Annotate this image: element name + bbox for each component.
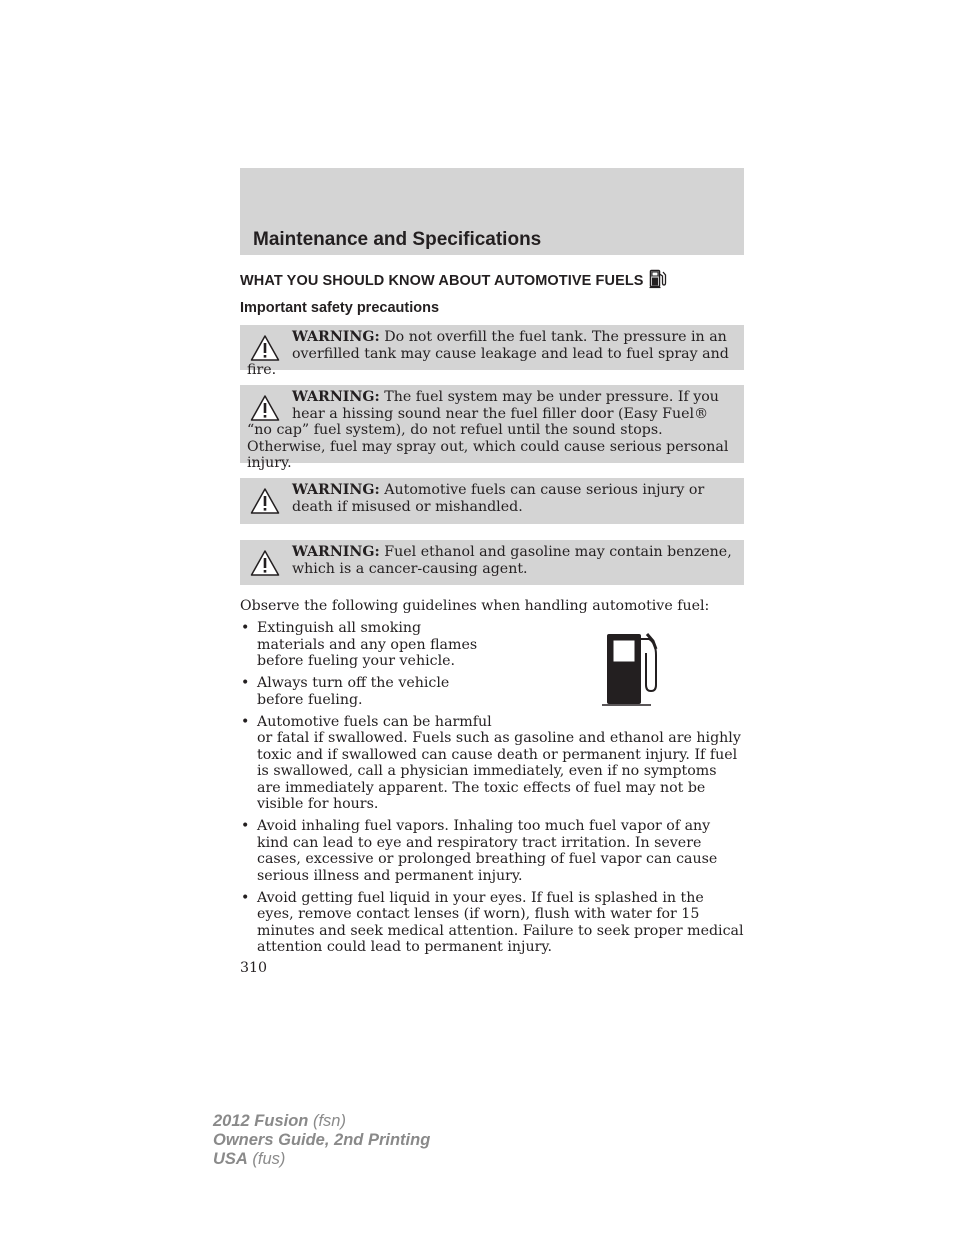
warning-triangle-icon [250, 487, 280, 515]
warning-label: WARNING: [292, 544, 380, 560]
list-item [240, 714, 744, 813]
warning-text: The fuel system may be under pressure. If you hear a hissing sound near the fuel filler door (Easy Fuel® “no cap” fuel system), do not refuel until the sound stops. Otherwise, fuel may spray out, which could cause serious personal injury. [247, 389, 729, 472]
intro-paragraph: Observe the following guidelines when handling automotive fuel: [240, 598, 710, 614]
fuel-pump-icon [649, 269, 667, 293]
warning-box-benzene [240, 540, 744, 585]
warning-box-misuse [240, 478, 744, 524]
section-title: Maintenance and Specifications [253, 229, 542, 250]
fuel-pump-illustration-icon [600, 631, 664, 709]
warning-text: Automotive fuels can cause serious injury or death if misused or mishandled. [292, 482, 705, 515]
fuels-heading [240, 269, 667, 293]
warning-text: Do not overfill the fuel tank. The pressure in an overfilled tank may cause leakage and lead to fuel spray and fire. [247, 329, 729, 379]
footer-line-printing: Owners Guide, 2nd Printing [213, 1131, 431, 1149]
warning-label: WARNING: [292, 389, 380, 405]
warning-label: WARNING: [292, 329, 380, 345]
warning-box-overfill [240, 325, 744, 379]
list-item: • Avoid getting fuel liquid in your eyes. If fuel is splashed in the eyes, remove contact lenses (if worn), flush with water for 15 minutes and seek medical attention. Failure to seek proper medical attention could lead to permanent injury. [240, 890, 744, 956]
list-item: • Extinguish all smoking materials and any open flames before fueling your vehicle. [240, 620, 492, 670]
guidelines-list [240, 620, 744, 961]
warning-triangle-icon [250, 394, 280, 422]
footer-line-market: USA (fus) [213, 1150, 286, 1168]
list-item: • Always turn off the vehicle before fueling. [240, 675, 492, 708]
list-item: • Avoid inhaling fuel vapors. Inhaling too much fuel vapor of any kind can lead to eye and respiratory tract irritation. In severe cases, excessive or prolonged breathing of fuel vapor can cause serious illness and permanent injury. [240, 818, 744, 884]
warning-text: Fuel ethanol and gasoline may contain benzene, which is a cancer-causing agent. [292, 544, 732, 577]
footer-line-model: 2012 Fusion (fsn) [213, 1112, 346, 1130]
safety-subheading: Important safety precautions [240, 300, 440, 316]
fuels-heading-text: WHAT YOU SHOULD KNOW ABOUT AUTOMOTIVE FUELS [240, 273, 644, 289]
warning-label: WARNING: [292, 482, 380, 498]
list-item-continued: or fatal if swallowed. Fuels such as gasoline and ethanol are highly toxic and if swallowed can cause death or permanent injury. If fuel is swallowed, call a physician immediately, even if no symptoms are immediately apparent. The toxic effects of fuel may not be visible for hours. [257, 730, 741, 812]
document-footer [213, 1112, 430, 1169]
warning-triangle-icon [250, 334, 280, 362]
section-header-band [240, 168, 744, 255]
page-number: 310 [240, 960, 268, 976]
warning-triangle-icon [250, 549, 280, 577]
list-item-start: Automotive fuels can be harmful [257, 713, 492, 730]
warning-box-pressure [240, 385, 744, 472]
